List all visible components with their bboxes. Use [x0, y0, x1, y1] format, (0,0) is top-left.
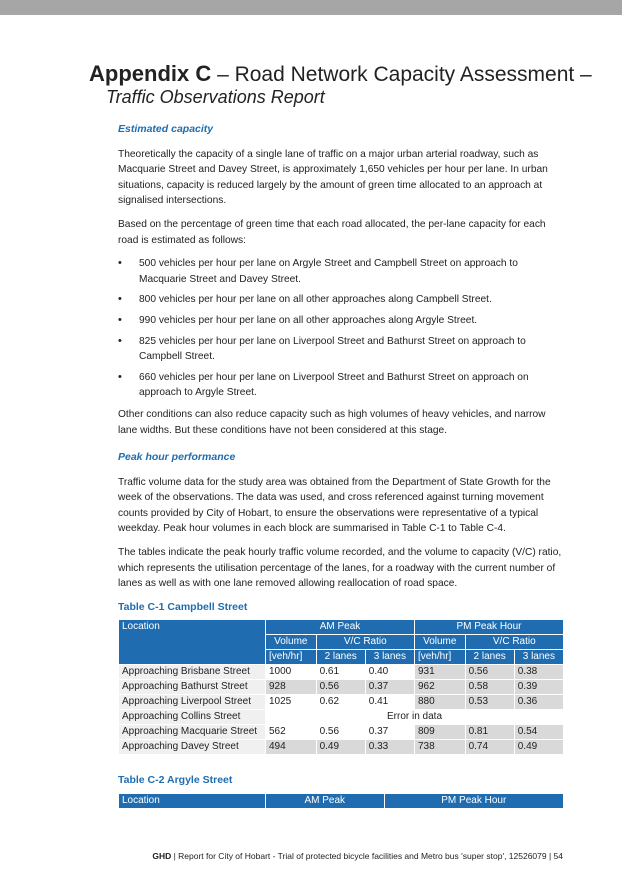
cell-pm-2lanes: 0.58 — [465, 680, 514, 695]
header-am-peak: AM Peak — [266, 794, 385, 809]
cell-pm-3lanes: 0.39 — [514, 680, 563, 695]
list-item: • 990 vehicles per hour per lane on all other approaches along Argyle Street. — [118, 313, 566, 329]
cell-location: Approaching Macquarie Street — [119, 725, 266, 740]
cell-location: Approaching Bathurst Street — [119, 680, 266, 695]
cell-am-3lanes: 0.41 — [365, 695, 414, 710]
cell-am-2lanes: 0.61 — [316, 665, 365, 680]
header-volume: Volume — [266, 635, 317, 650]
footer-org: GHD — [152, 851, 172, 861]
header-pm-peak: PM Peak Hour — [414, 620, 563, 635]
cell-pm-volume: 962 — [414, 680, 465, 695]
cell-error: Error in data — [266, 710, 564, 725]
list-item: • 800 vehicles per hour per lane on all other approaches along Campbell Street. — [118, 292, 566, 308]
capacity-list — [118, 256, 566, 401]
cell-pm-3lanes: 0.38 — [514, 665, 563, 680]
cell-am-volume: 1000 — [266, 665, 317, 680]
cell-am-3lanes: 0.40 — [365, 665, 414, 680]
header-location: Location — [119, 794, 266, 809]
cell-pm-volume: 738 — [414, 740, 465, 755]
paragraph: The tables indicate the peak hourly traffic volume recorded, and the volume to capacity (V/C) ratio, which represents the utilisation percentage of the lanes, for a roadway with the current number of lanes as well as with one lane removed allowing reallocation of road space. — [118, 547, 562, 590]
cell-am-volume: 1025 — [266, 695, 317, 710]
title-bold: Appendix C — [89, 61, 212, 86]
cell-location: Approaching Brisbane Street — [119, 665, 266, 680]
list-item: • 660 vehicles per hour per lane on Liverpool Street and Bathurst Street on approach on approach to Argyle Street. — [118, 370, 566, 401]
page-footer — [0, 851, 563, 861]
page-title — [89, 62, 592, 87]
top-bar — [0, 0, 622, 15]
list-item: • 500 vehicles per hour per lane on Argyle Street and Campbell Street on approach to Macquarie Street and Davey Street. — [118, 256, 566, 287]
cell-pm-3lanes: 0.49 — [514, 740, 563, 755]
header-am-peak: AM Peak — [266, 620, 415, 635]
header-pm-peak: PM Peak Hour — [384, 794, 563, 809]
cell-location: Approaching Davey Street — [119, 740, 266, 755]
cell-location: Approaching Liverpool Street — [119, 695, 266, 710]
header-3-lanes: 3 lanes — [365, 650, 414, 665]
cell-pm-3lanes: 0.54 — [514, 725, 563, 740]
paragraph: Based on the percentage of green time that each road allocated, the per-lane capacity for each road is estimated as follows: — [118, 218, 546, 246]
table-caption: Table C-2 Argyle Street — [118, 774, 233, 787]
campbell-street-table — [118, 619, 564, 755]
header-unit: [veh/hr] — [266, 650, 317, 665]
list-item: • 825 vehicles per hour per lane on Liverpool Street and Bathurst Street on approach to Campbell Street. — [118, 334, 566, 365]
header-2-lanes: 2 lanes — [316, 650, 365, 665]
content — [118, 122, 566, 809]
table-row — [119, 680, 564, 695]
cell-pm-2lanes: 0.56 — [465, 665, 514, 680]
table-row — [119, 695, 564, 710]
cell-am-2lanes: 0.56 — [316, 725, 365, 740]
cell-am-volume: 928 — [266, 680, 317, 695]
cell-am-2lanes: 0.49 — [316, 740, 365, 755]
table-header-row — [119, 620, 564, 635]
table-row — [119, 665, 564, 680]
table-caption: Table C-1 Campbell Street — [118, 600, 248, 613]
table-row — [119, 740, 564, 755]
cell-am-3lanes: 0.33 — [365, 740, 414, 755]
cell-am-volume: 494 — [266, 740, 317, 755]
table-header-row — [119, 794, 564, 809]
cell-pm-2lanes: 0.81 — [465, 725, 514, 740]
paragraph: Traffic volume data for the study area was obtained from the Department of State Growth for the week of the observations. The data was used, and cross referenced against turning movement counts provided by City of Hobart, to ensure the observations were representative of a typical weekday. Peak hour volumes in each block are summarised in Table C-1 to Table C-4. — [118, 476, 551, 535]
header-3-lanes: 3 lanes — [514, 650, 563, 665]
cell-am-3lanes: 0.37 — [365, 680, 414, 695]
cell-pm-volume: 931 — [414, 665, 465, 680]
cell-am-3lanes: 0.37 — [365, 725, 414, 740]
cell-pm-2lanes: 0.74 — [465, 740, 514, 755]
argyle-street-table — [118, 793, 564, 809]
header-unit: [veh/hr] — [414, 650, 465, 665]
title-rest: – Road Network Capacity Assessment – — [211, 63, 592, 86]
header-2-lanes: 2 lanes — [465, 650, 514, 665]
table-row — [119, 710, 564, 725]
estimated-capacity-heading: Estimated capacity — [118, 123, 214, 135]
cell-pm-volume: 809 — [414, 725, 465, 740]
cell-am-2lanes: 0.56 — [316, 680, 365, 695]
header-vc-ratio: V/C Ratio — [316, 635, 414, 650]
header-location: Location — [119, 620, 266, 665]
cell-am-volume: 562 — [266, 725, 317, 740]
table-row — [119, 725, 564, 740]
cell-pm-2lanes: 0.53 — [465, 695, 514, 710]
header-volume: Volume — [414, 635, 465, 650]
header-vc-ratio: V/C Ratio — [465, 635, 563, 650]
paragraph: Theoretically the capacity of a single lane of traffic on a major urban arterial roadway, such as Macquarie Street and Davey Street, is approximately 1,650 vehicles per hour per lane. In urban situations, capacity is reduced largely by the amount of green time allocated to an approach at signalised intersections. — [118, 148, 548, 207]
cell-am-2lanes: 0.62 — [316, 695, 365, 710]
cell-location: Approaching Collins Street — [119, 710, 266, 725]
cell-pm-volume: 880 — [414, 695, 465, 710]
paragraph: Other conditions can also reduce capacity such as high volumes of heavy vehicles, and narrow lane widths. But these conditions have not been considered at this stage. — [118, 408, 546, 436]
peak-hour-heading: Peak hour performance — [118, 451, 236, 464]
footer-text: | Report for City of Hobart - Trial of protected bicycle facilities and Metro bus 'super stop', 12526079 | 54 — [171, 851, 563, 861]
page-subtitle: Traffic Observations Report — [106, 87, 325, 107]
cell-pm-3lanes: 0.36 — [514, 695, 563, 710]
